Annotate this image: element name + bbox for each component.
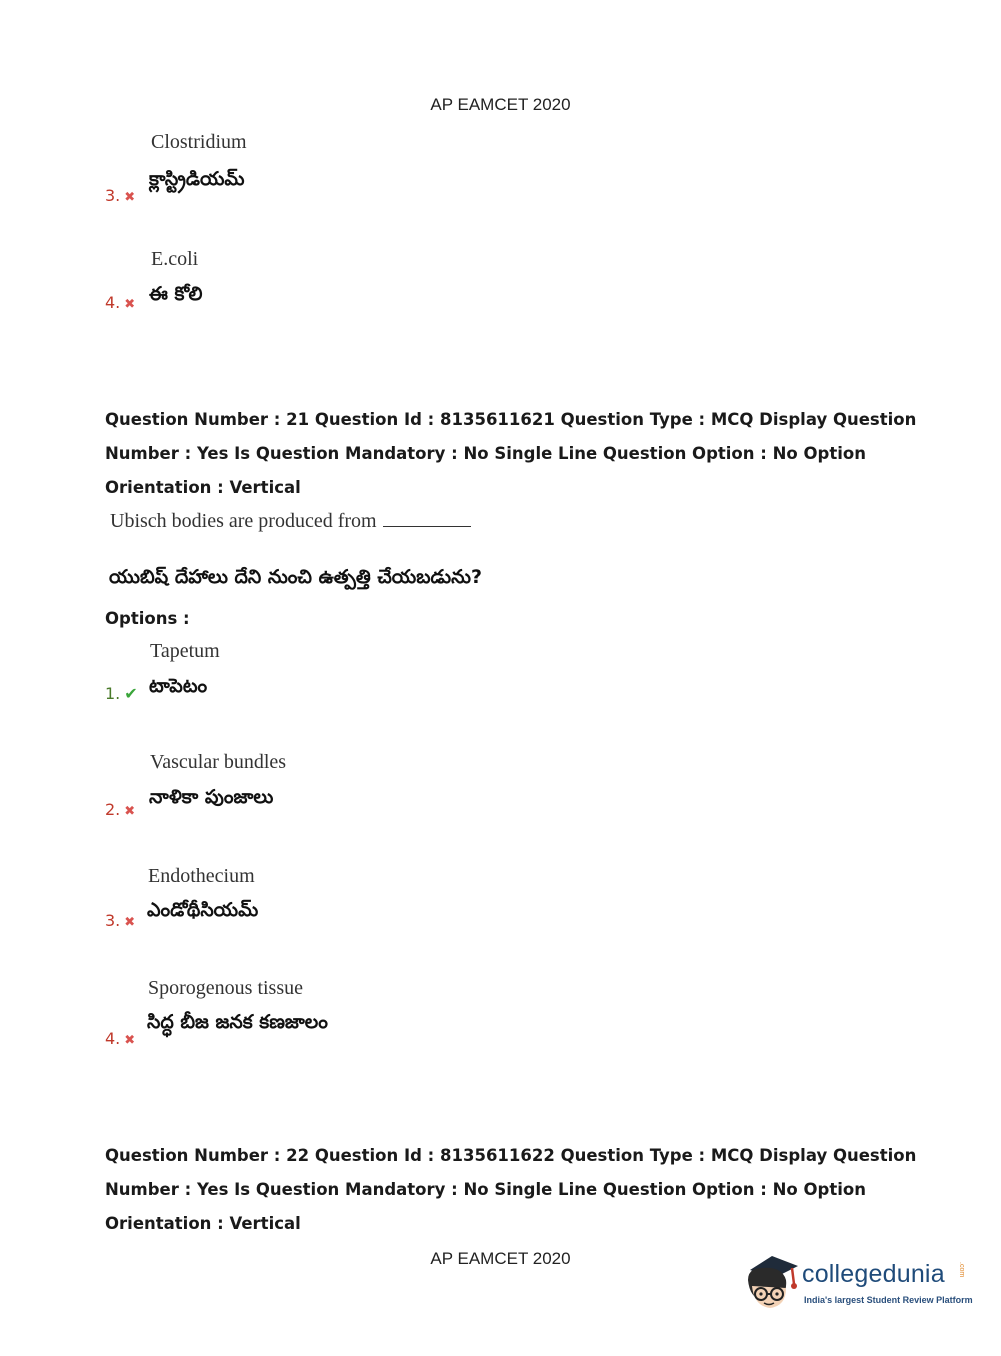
q21-option-2-english: Vascular bundles: [150, 751, 287, 773]
option-4-telugu: ఈ కోలి: [149, 283, 203, 305]
q21-option-4-telugu: సిద్ధ బీజ జనక కణజాలం: [147, 1011, 328, 1033]
question-21-english: [110, 508, 471, 533]
blank-line: [383, 508, 471, 527]
wrong-cross-icon: ✖: [124, 804, 136, 819]
correct-check-icon: ✔: [124, 684, 138, 703]
meta-line: Number : Yes Is Question Mandatory : No Single Line Question Option : No Option: [105, 444, 866, 463]
option-number: 3.: [105, 186, 121, 205]
collegedunia-logo: [742, 1250, 972, 1316]
page-footer: AP EAMCET 2020: [430, 1249, 571, 1268]
q21-option-3-english: Endothecium: [148, 865, 255, 887]
q21-option-1-telugu: టాపెటం: [149, 675, 208, 697]
option-4-english: E.coli: [151, 248, 199, 270]
question-text: Ubisch bodies are produced from: [110, 510, 377, 532]
meta-line: Orientation : Vertical: [105, 478, 301, 497]
q21-option-4-english: Sporogenous tissue: [148, 977, 303, 999]
q21-option-4-marker: [105, 1029, 135, 1048]
meta-line: Number : Yes Is Question Mandatory : No Single Line Question Option : No Option: [105, 1180, 866, 1199]
question-22-meta: [105, 1139, 916, 1241]
option-number: 4.: [105, 1029, 121, 1048]
meta-line: Orientation : Vertical: [105, 1214, 301, 1233]
options-label: Options :: [105, 609, 190, 628]
mascot-icon: [742, 1250, 804, 1316]
option-number: 2.: [105, 800, 121, 819]
option-3-telugu: క్లాస్ట్రిడియమ్: [149, 168, 245, 190]
wrong-cross-icon: ✖: [124, 915, 136, 930]
logo-wordmark: collegedunia: [802, 1260, 945, 1288]
question-21-meta: [105, 403, 916, 505]
q21-option-3-marker: [105, 911, 135, 930]
option-3-marker: [105, 186, 135, 205]
option-number: 3.: [105, 911, 121, 930]
option-3-english: Clostridium: [151, 131, 247, 153]
wrong-cross-icon: ✖: [124, 297, 136, 312]
option-number: 1.: [105, 684, 121, 703]
meta-line: Question Number : 21 Question Id : 8135611621 Question Type : MCQ Display Question: [105, 410, 917, 429]
wrong-cross-icon: ✖: [124, 1033, 136, 1048]
question-21-telugu: యుబిష్ దేహాలు దేని నుంచి ఉత్పత్తి చేయబడును?: [109, 566, 483, 588]
q21-option-1-marker: [105, 684, 138, 703]
q21-option-1-english: Tapetum: [150, 640, 220, 662]
wrong-cross-icon: ✖: [124, 190, 136, 205]
page-header: AP EAMCET 2020: [430, 95, 571, 114]
logo-tagline: India's largest Student Review Platform: [804, 1295, 973, 1305]
q21-option-2-telugu: నాళికా పుంజాలు: [149, 786, 274, 808]
q21-option-3-telugu: ఎండోథీసియమ్: [147, 899, 259, 921]
q21-option-2-marker: [105, 800, 135, 819]
meta-line: Question Number : 22 Question Id : 8135611622 Question Type : MCQ Display Question: [105, 1146, 917, 1165]
option-number: 4.: [105, 293, 121, 312]
option-4-marker: [105, 293, 135, 312]
logo-suffix: .com: [958, 1262, 965, 1278]
